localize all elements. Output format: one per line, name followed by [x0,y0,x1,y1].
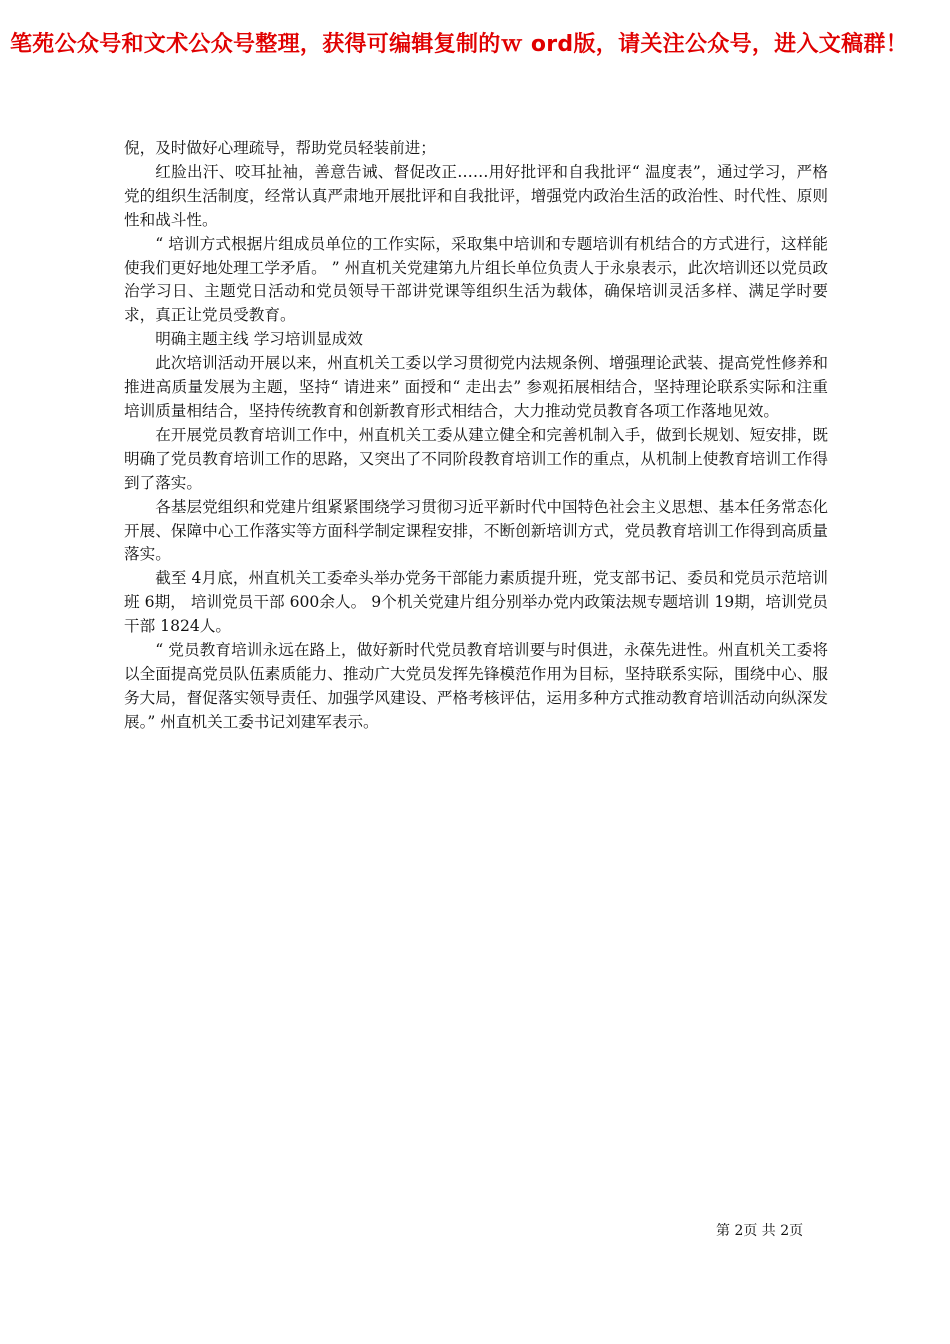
paragraph-continuation: 倪，及时做好心理疏导，帮助党员轻装前进； [124,139,436,157]
section-heading: 明确主题主线 学习培训显成效 [155,330,363,349]
paragraph-closing-quote: “ 党员教育培训永远在路上，做好新时代党员教育培训要与时俱进，永葆先进性。州直机关工委将以全面提高党员队伍素质能力、推动广大党员发挥先锋模范作用为目标，坚持联系实际，围绕中心、服务大局，督促落实领导责任、加强学风建设、严格考核评估，运用多种方式推动教育培训活动向纵深发展。” 州直机关工委书记刘建军表示。 [124,641,828,731]
paragraph-criticism: 红脸出汗、咬耳扯袖，善意告诫、督促改正……用好批评和自我批评“ 温度表”，通过学习，严格党的组织生活制度，经常认真严肃地开展批评和自我批评，增强党内政治生活的政治性、时代性、原则性和战斗性。 [124,162,828,229]
paragraph-training-method: “ 培训方式根据片组成员单位的工作实际，采取集中培训和专题培训有机结合的方式进行，这样能使我们更好地处理工学矛盾。 ” 州直机关党建第九片组长单位负责人于永泉表示，此次培训还以党员政治学习日、主题党日活动和党员领导干部讲党课等组织生活为载体，确保培训灵活多样、满足学时要求，真正让党员受教育。 [124,234,829,325]
paragraph-statistics: 截至 4月底，州直机关工委牵头举办党务干部能力素质提升班，党支部书记、委员和党员示范培训班 6期， 培训党员干部 600余人。 9个机关党建片组分别举办党内政策法规专题培训 19期，培训党员干部 1824人。 [124,569,828,636]
paragraph-theme: 此次培训活动开展以来，州直机关工委以学习贯彻党内法规条例、增强理论武装、提高党性修养和推进高质量发展为主题，坚持“ 请进来” 面授和“ 走出去” 参观拓展相结合，坚持理论联系实际和注重培训质量相结合，坚持传统教育和创新教育形式相结合，大力推动党员教育各项工作落地见效。 [124,354,828,420]
article-body [124,137,828,735]
paragraph-grassroots: 各基层党组织和党建片组紧紧围绕学习贯彻习近平新时代中国特色社会主义思想、基本任务常态化开展、保障中心工作落实等方面科学制定课程安排，不断创新培训方式，党员教育培训工作得到高质量落实。 [124,497,828,564]
paragraph-mechanism: 在开展党员教育培训工作中，州直机关工委从建立健全和完善机制入手，做到长规划、短安排，既明确了党员教育培训工作的思路，又突出了不同阶段教育培训工作的重点，从机制上使教育培训工作得到了落实。 [124,425,828,492]
promo-banner: 笔苑公众号和文术公众号整理，获得可编辑复制的ｗ ord版，请关注公众号，进入文稿群！ [10,32,908,57]
page-number: 第 2页 共 2页 [716,1223,804,1239]
